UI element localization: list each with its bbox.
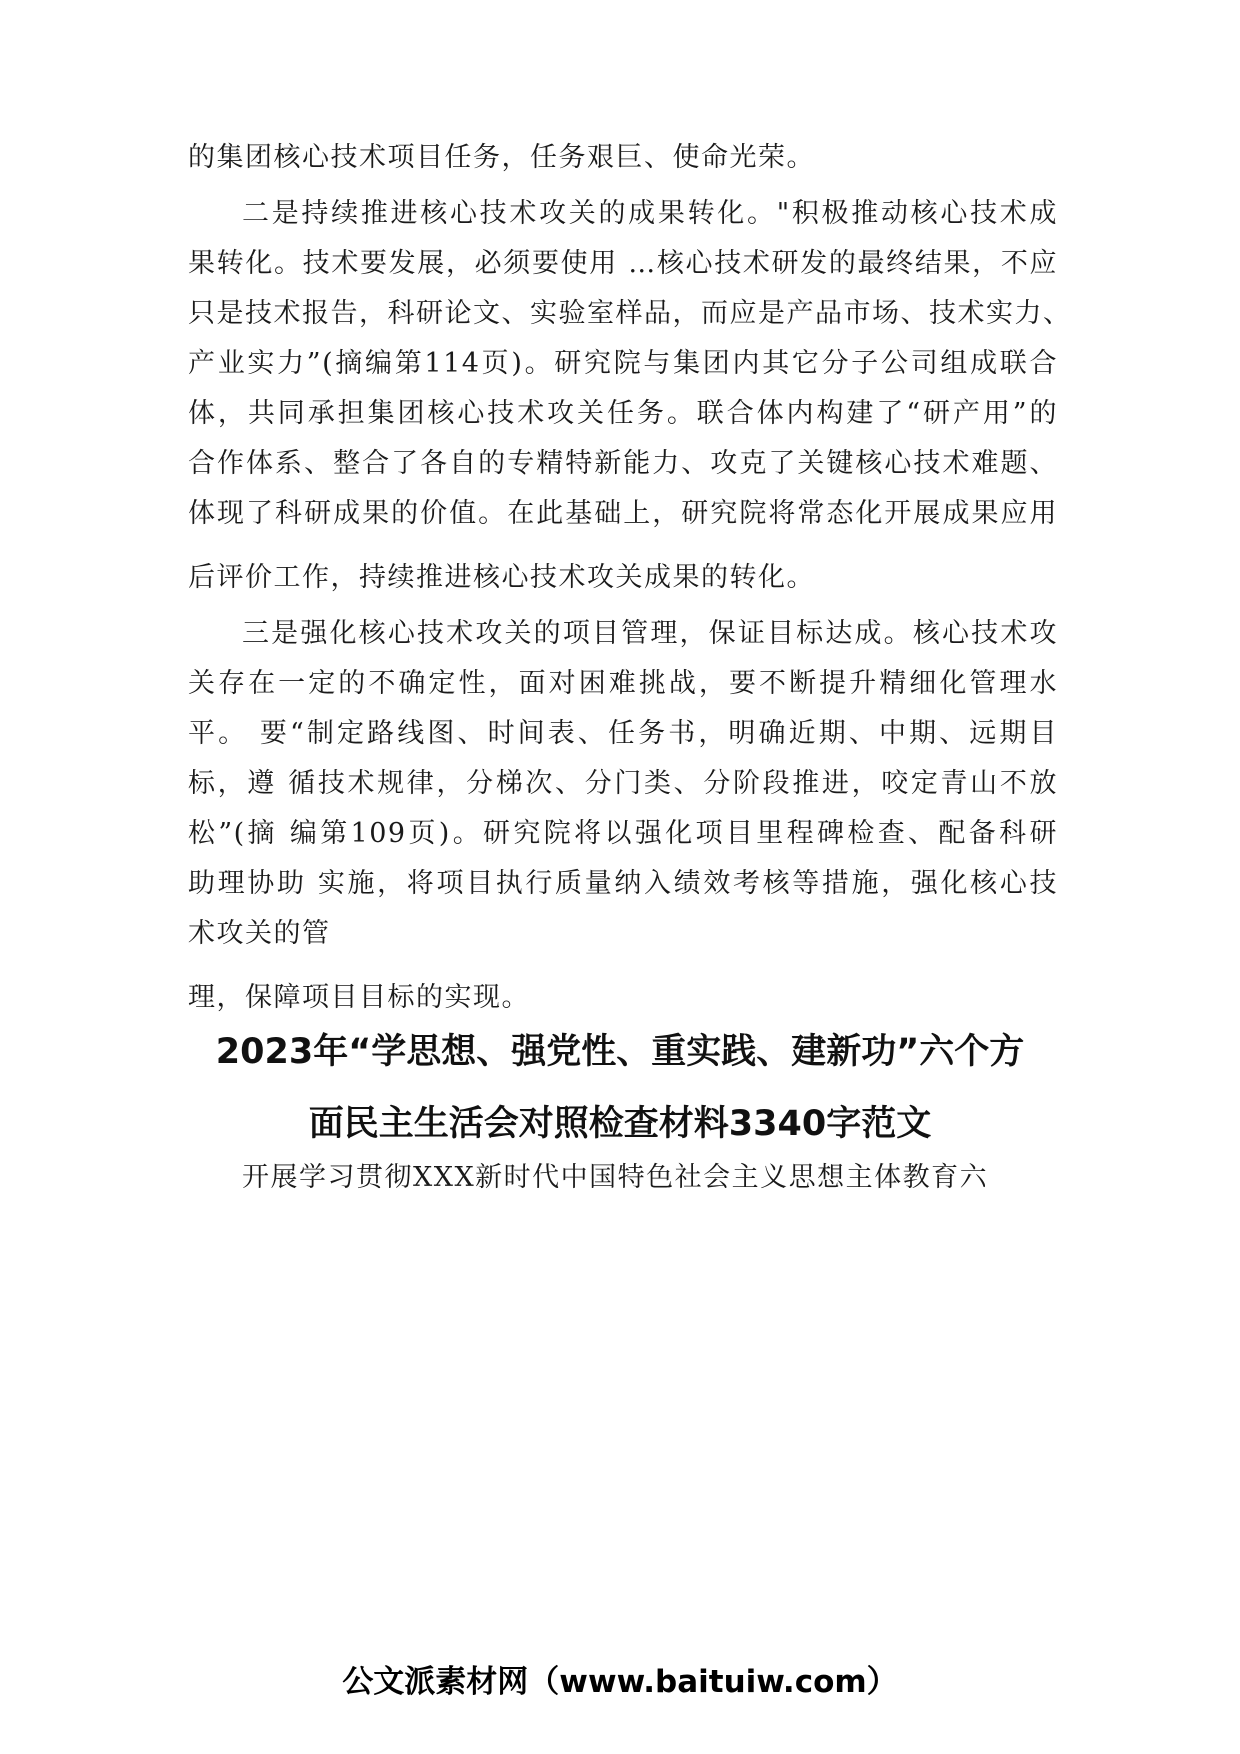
body-line-9: 后评价工作，持续推进核心技术攻关成果的转化。: [188, 562, 815, 593]
body-line-5: 产业实力”(摘编第114页)。研究院与集团内其它分子公司组成联合: [188, 348, 1058, 379]
body-line-14: 松”(摘 编第109页)。研究院将以强化项目里程碑检查、配备科研: [188, 818, 1058, 849]
body-line-8: 体现了科研成果的价值。在此基础上，研究院将常态化开展成果应用: [188, 498, 1058, 529]
heading-line-1: 2023年“学思想、强党性、重实践、建新功”六个方: [215, 1032, 1025, 1072]
body-line-10: 三是强化核心技术攻关的项目管理，保证目标达成。核心技术攻: [242, 618, 1058, 649]
footer-watermark: 公文派素材网（www.baituiw.com）: [342, 1664, 898, 1700]
body-line-11: 关存在一定的不确定性，面对困难挑战，要不断提升精细化管理水: [188, 668, 1058, 699]
body-line-2: 二是持续推进核心技术攻关的成果转化。"积极推动核心技术成: [242, 198, 1058, 229]
body-line-13: 标，遵 循技术规律，分梯次、分门类、分阶段推进，咬定青山不放: [188, 768, 1058, 799]
body-line-4: 只是技术报告，科研论文、实验室样品，而应是产品市场、技术实力、: [188, 298, 1072, 329]
body-line-12: 平。 要“制定路线图、时间表、任务书，明确近期、中期、远期目: [188, 718, 1058, 749]
body-line-3: 果转化。技术要发展，必须要使用 …核心技术研发的最终结果，不应: [188, 248, 1058, 279]
heading-line-2: 面民主生活会对照检查材料3340字范文: [308, 1104, 932, 1144]
body-line-16: 术攻关的管: [188, 918, 331, 949]
body-line-15: 助理协助 实施，将项目执行质量纳入绩效考核等措施，强化核心技: [188, 868, 1058, 899]
body-line-6: 体，共同承担集团核心技术攻关任务。联合体内构建了“研产用”的: [188, 398, 1058, 429]
body-line-1: 的集团核心技术项目任务，任务艰巨、使命光荣。: [188, 142, 815, 173]
body-line-7: 合作体系、整合了各自的专精特新能力、攻克了关键核心技术难题、: [188, 448, 1058, 479]
intro-line: 开展学习贯彻XXX新时代中国特色社会主义思想主体教育六: [242, 1162, 989, 1193]
body-line-17: 理，保障项目目标的实现。: [188, 982, 530, 1013]
